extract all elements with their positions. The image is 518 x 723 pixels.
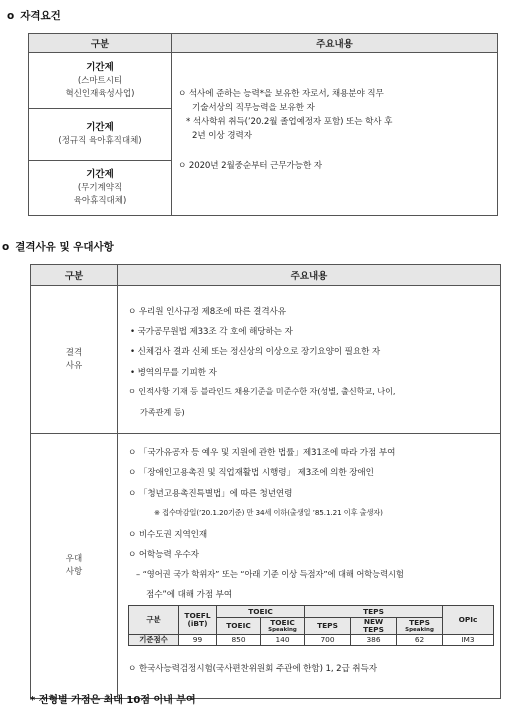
score-col-label: 구분 bbox=[129, 606, 179, 635]
toeic-speaking-header: TOEIC Speaking bbox=[261, 618, 305, 635]
disqualification-label: 결격 사유 bbox=[31, 286, 118, 434]
score-toeic: 850 bbox=[217, 635, 261, 646]
score-toefl: 99 bbox=[179, 635, 217, 646]
header-type: 구분 bbox=[31, 265, 118, 286]
opic-header: OPIc bbox=[443, 606, 494, 635]
toeic-group-header: TOEIC bbox=[217, 606, 305, 618]
score-row-label: 기준점수 bbox=[129, 635, 179, 646]
footer-note: * 전형별 가점은 최대 10점 이내 부여 bbox=[30, 695, 196, 706]
score-opic: IM3 bbox=[443, 635, 494, 646]
header-content: 주요내용 bbox=[118, 265, 501, 286]
circle-bullet-icon: o bbox=[2, 241, 10, 253]
row-parental-leave-regular: 기간제 (정규직 육아휴직대체) bbox=[29, 109, 172, 161]
toefl-header: TOEFL (iBT) bbox=[179, 606, 217, 635]
toeic-header: TOEIC bbox=[217, 618, 261, 635]
teps-speaking-header: TEPS Speaking bbox=[397, 618, 443, 635]
section1-title: o 자격요건 bbox=[7, 10, 61, 22]
teps-header: TEPS bbox=[305, 618, 351, 635]
score-new-teps: 386 bbox=[351, 635, 397, 646]
section2-title: o 결격사유 및 우대사항 bbox=[2, 241, 114, 253]
row-smartcity: 기간제 (스마트시티 혁신인재육성사업) bbox=[29, 53, 172, 109]
score-teps: 700 bbox=[305, 635, 351, 646]
score-teps-speaking: 62 bbox=[397, 635, 443, 646]
preference-label: 우대 사항 bbox=[31, 434, 118, 699]
header-content: 주요내용 bbox=[172, 34, 498, 53]
language-score-table bbox=[128, 605, 494, 646]
requirements-content: ㅇ 석사에 준하는 능력*을 보유한 자로서, 채용분야 직무 기술서상의 직무능력을 보유한 자 * 석사학위 취득(’20.2월 졸업예정자 포함) 또는 학사 후 2년 이상 경력자 ㅇ 2020년 2월중순부터 근무가능한 자 bbox=[172, 53, 498, 216]
disqualification-table bbox=[30, 264, 501, 699]
score-toeic-speaking: 140 bbox=[261, 635, 305, 646]
disqualification-content: ㅇ 우리원 인사규정 제8조에 따른 결격사유 • 국가공무원법 제33조 각 호에 해당하는 자 • 신체검사 결과 신체 또는 정신상의 이상으로 장기요양이 필요한 자 • 병역의무를 기피한 자 ㅇ 인적사항 기재 등 블라인드 채용기준을 미준수한 자(성별, 출신학교, 나이, 가족관계 등) bbox=[118, 286, 501, 434]
teps-group-header: TEPS bbox=[305, 606, 443, 618]
circle-bullet-icon: o bbox=[7, 10, 15, 22]
row-parental-leave-indefinite: 기간제 (무기계약직 육아휴직대체) bbox=[29, 161, 172, 216]
new-teps-header: NEW TEPS bbox=[351, 618, 397, 635]
header-type: 구분 bbox=[29, 34, 172, 53]
requirements-table bbox=[28, 33, 498, 216]
preference-content: ㅇ 「국가유공자 등 예우 및 지원에 관한 법률」제31조에 따라 가점 부여 ㅇ 「장애인고용촉진 및 직업재활법 시행령」 제3조에 의한 장애인 ㅇ 「청년고용촉진특별법」에 따른 청년연령 ※ 접수마감일(’20.1.20기준) 만 34세 이하(출생일 ’85.1.21 이후 출생자) ㅇ 비수도권 지역인재 ㅇ 어학능력 우수자 – “영어권 국가 학위자” 또는 “아래 기준 이상 득점자”에 대해 어학능력시험 점수”에 대해 가점 부여 구분 TOEFL (iBT) TOEIC TEPS OPIc TOEIC TOEIC Speaking TEPS NEW TEPS TEPS Speaking 기준점수 99 850 140 700 386 62 IM3 ㅇ 한국사능력검정시험(국사편찬위원회 주관에 한함) 1, 2급 취득자 bbox=[118, 434, 501, 699]
